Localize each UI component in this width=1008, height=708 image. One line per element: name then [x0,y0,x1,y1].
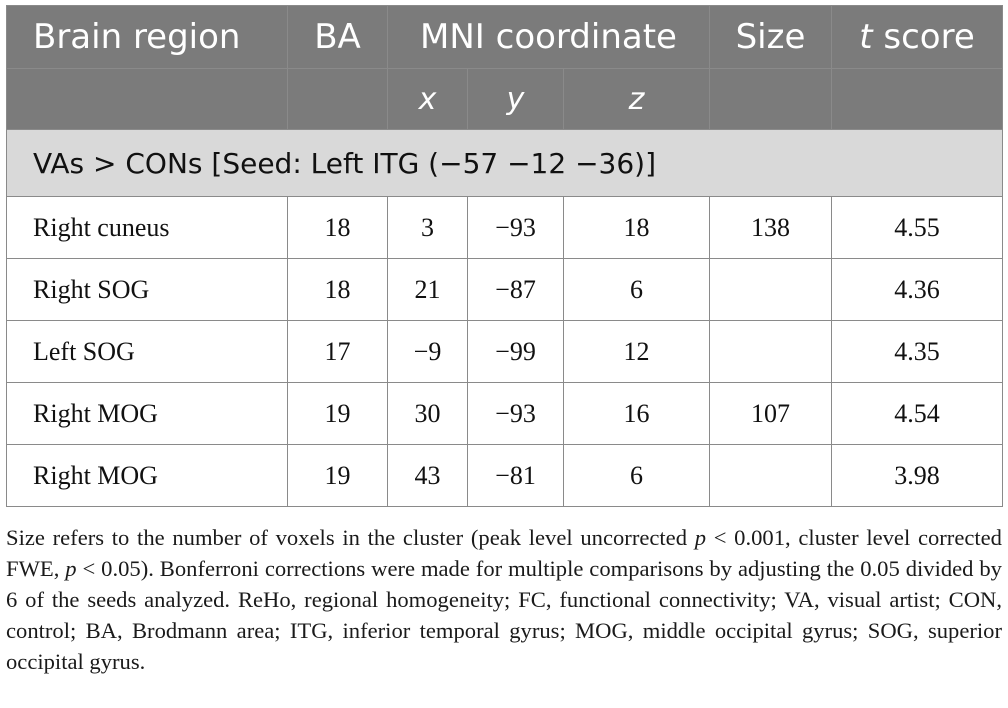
cell-size [710,259,832,321]
header-brain-region: Brain region [7,6,288,69]
results-table [6,5,1003,507]
cell-size [710,445,832,507]
section-label: VAs > CONs [Seed: Left ITG (−57 −12 −36)] [7,130,1003,197]
footnote-p-symbol-1: p [694,525,707,550]
cell-ba: 19 [288,445,388,507]
cell-y: −93 [468,197,564,259]
cell-size: 107 [710,383,832,445]
header-t-score [832,6,1003,69]
cell-z: 6 [564,259,710,321]
header-score-text: score [872,17,975,57]
cell-x: 3 [388,197,468,259]
table-row [7,259,1003,321]
cell-t-score: 3.98 [832,445,1003,507]
cell-t-score: 4.55 [832,197,1003,259]
subheader-row [7,69,1003,130]
table-footnote [6,522,1002,677]
header-mni-coordinate: MNI coordinate [388,6,710,69]
cell-t-score: 4.35 [832,321,1003,383]
subheader-z: z [564,69,710,130]
cell-x: 21 [388,259,468,321]
header-t-italic: t [859,17,873,57]
cell-size [710,321,832,383]
header-ba: BA [288,6,388,69]
cell-region: Right SOG [7,259,288,321]
table-row [7,383,1003,445]
footnote-text-3: < 0.05). Bonferroni corrections were made for multiple comparisons by adjusting the 0.05 divided by 6 of the seeds analyzed. ReHo, regional homogeneity; FC, functional connectivity; VA, visual artist; CON, control; BA, Brodmann area; ITG, inferior temporal gyrus; MOG, middle occipital gyrus; SOG, superior occipital gyrus. [6,556,1002,674]
cell-z: 18 [564,197,710,259]
cell-t-score: 4.54 [832,383,1003,445]
cell-z: 6 [564,445,710,507]
cell-z: 16 [564,383,710,445]
subheader-empty-t [832,69,1003,130]
cell-ba: 17 [288,321,388,383]
cell-x: 30 [388,383,468,445]
cell-y: −81 [468,445,564,507]
cell-size: 138 [710,197,832,259]
cell-region: Right MOG [7,445,288,507]
cell-ba: 19 [288,383,388,445]
subheader-empty-ba [288,69,388,130]
subheader-y: y [468,69,564,130]
results-table-container [6,5,1002,507]
cell-region: Right MOG [7,383,288,445]
table-row [7,445,1003,507]
cell-y: −87 [468,259,564,321]
table-row [7,197,1003,259]
cell-ba: 18 [288,197,388,259]
cell-y: −93 [468,383,564,445]
cell-region: Right cuneus [7,197,288,259]
footnote-text-2: < 0.001, cluster level corrected FWE, [6,525,1002,581]
cell-x: 43 [388,445,468,507]
subheader-empty-size [710,69,832,130]
table-row [7,321,1003,383]
header-size: Size [710,6,832,69]
footnote-p-symbol-2: p [65,556,77,581]
cell-z: 12 [564,321,710,383]
cell-y: −99 [468,321,564,383]
cell-region: Left SOG [7,321,288,383]
cell-x: −9 [388,321,468,383]
footnote-text-1: Size refers to the number of voxels in the cluster (peak level uncorrected [6,525,695,550]
cell-ba: 18 [288,259,388,321]
section-row [7,130,1003,197]
subheader-x: x [388,69,468,130]
header-row [7,6,1003,69]
subheader-empty-region [7,69,288,130]
cell-t-score: 4.36 [832,259,1003,321]
